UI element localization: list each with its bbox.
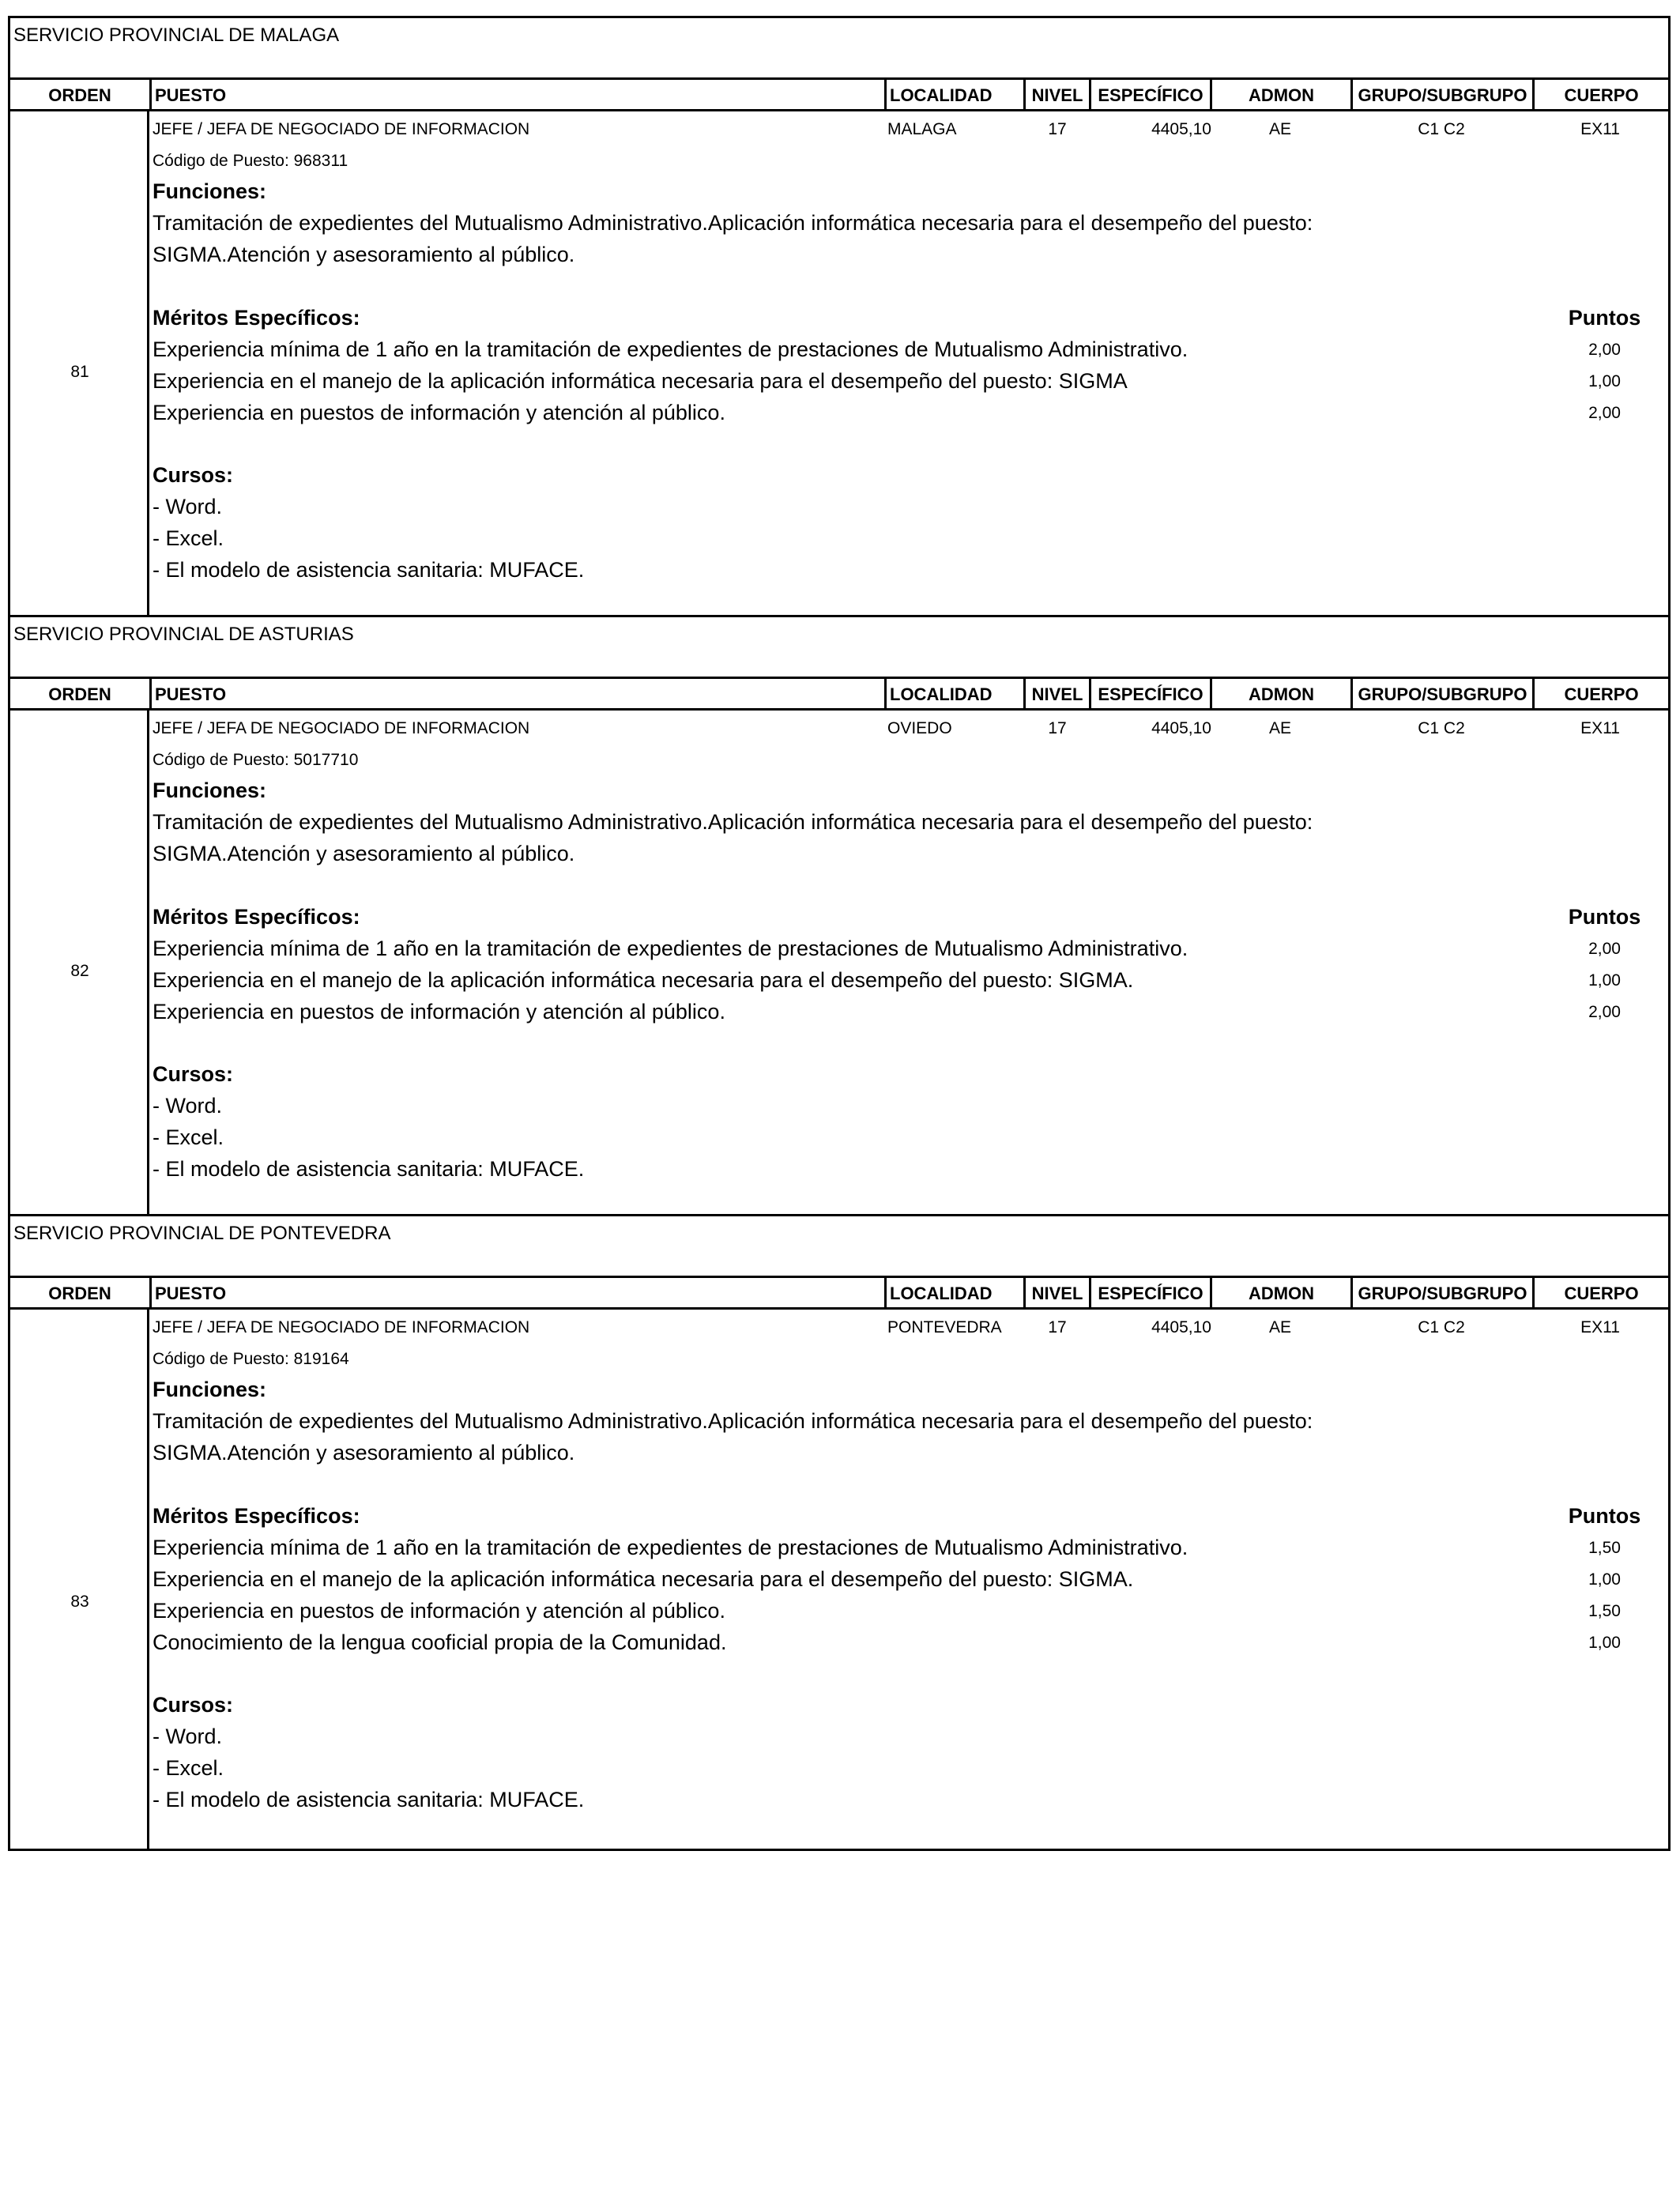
orden-value: 81 xyxy=(70,363,89,381)
merito-text: Experiencia en puestos de información y atención al público. xyxy=(153,1599,725,1623)
curso-item: - Word. xyxy=(153,495,223,518)
puesto-value: JEFE / JEFA DE NEGOCIADO DE INFORMACION xyxy=(153,120,530,138)
merito-puntos: 1,00 xyxy=(1588,372,1621,390)
especifico-value: 4405,10 xyxy=(1151,719,1211,737)
localidad-value: OVIEDO xyxy=(887,719,952,737)
orden-column xyxy=(10,1310,149,1849)
curso-item: - El modelo de asistencia sanitaria: MUFACE. xyxy=(153,1157,585,1181)
header-orden: ORDEN xyxy=(48,1284,111,1303)
header-orden: ORDEN xyxy=(48,85,111,105)
header-row xyxy=(10,1278,1668,1310)
service-block-pontevedra xyxy=(10,1214,1668,1849)
meritos-heading: Méritos Específicos: xyxy=(153,1504,360,1528)
especifico-value: 4405,10 xyxy=(1151,1318,1211,1336)
funciones-heading: Funciones: xyxy=(153,1378,267,1401)
nivel-value: 17 xyxy=(1048,120,1067,138)
header-nivel: NIVEL xyxy=(1023,1278,1089,1307)
curso-item: - Word. xyxy=(153,1094,223,1118)
merito-text: Conocimiento de la lengua cooficial propia de la Comunidad. xyxy=(153,1630,727,1654)
puntos-heading: Puntos xyxy=(1568,1504,1641,1528)
especifico-value: 4405,10 xyxy=(1151,120,1211,138)
service-title: SERVICIO PROVINCIAL DE MALAGA xyxy=(10,18,1668,80)
merito-puntos: 2,00 xyxy=(1588,940,1621,958)
admon-value: AE xyxy=(1268,1318,1291,1336)
curso-item: - El modelo de asistencia sanitaria: MUFACE. xyxy=(153,558,585,582)
service-block-malaga xyxy=(10,18,1668,615)
header-puesto: PUESTO xyxy=(149,679,884,708)
merito-puntos: 2,00 xyxy=(1588,341,1621,359)
merito-text: Experiencia en el manejo de la aplicación informática necesaria para el desempeño del puesto: SIGMA. xyxy=(153,1567,1134,1591)
service-block-asturias xyxy=(10,615,1668,1214)
admon-value: AE xyxy=(1268,719,1291,737)
orden-value: 82 xyxy=(70,962,89,980)
header-grupo: GRUPO/SUBGRUPO xyxy=(1350,1278,1532,1307)
header-orden: ORDEN xyxy=(48,684,111,704)
header-localidad: LOCALIDAD xyxy=(884,679,1023,708)
header-puesto: PUESTO xyxy=(149,1278,884,1307)
funciones-line: Tramitación de expedientes del Mutualismo Administrativo.Aplicación informática necesaria para el desempeño del puesto: xyxy=(153,211,1313,235)
grupo-value: C1 C2 xyxy=(1418,120,1465,138)
cursos-heading: Cursos: xyxy=(153,1693,234,1717)
localidad-value: PONTEVEDRA xyxy=(887,1318,1002,1336)
merito-puntos: 1,00 xyxy=(1588,971,1621,990)
header-row xyxy=(10,679,1668,711)
header-localidad: LOCALIDAD xyxy=(884,80,1023,109)
cursos-heading: Cursos: xyxy=(153,463,234,487)
merito-puntos: 1,50 xyxy=(1588,1539,1621,1557)
merito-puntos: 1,00 xyxy=(1588,1570,1621,1589)
codigo-puesto: Código de Puesto: 968311 xyxy=(153,152,348,170)
puesto-value: JEFE / JEFA DE NEGOCIADO DE INFORMACION xyxy=(153,719,530,737)
funciones-line: SIGMA.Atención y asesoramiento al público. xyxy=(153,842,575,865)
codigo-puesto: Código de Puesto: 5017710 xyxy=(153,751,359,769)
grupo-value: C1 C2 xyxy=(1418,719,1465,737)
merito-puntos: 2,00 xyxy=(1588,1003,1621,1021)
orden-value: 83 xyxy=(70,1593,89,1611)
merito-text: Experiencia mínima de 1 año en la tramitación de expedientes de prestaciones de Mutualismo Administrativo. xyxy=(153,337,1188,361)
funciones-heading: Funciones: xyxy=(153,778,267,802)
header-grupo: GRUPO/SUBGRUPO xyxy=(1350,679,1532,708)
funciones-line: Tramitación de expedientes del Mutualismo Administrativo.Aplicación informática necesaria para el desempeño del puesto: xyxy=(153,1409,1313,1433)
puntos-heading: Puntos xyxy=(1568,306,1641,330)
merito-text: Experiencia en el manejo de la aplicación informática necesaria para el desempeño del puesto: SIGMA xyxy=(153,369,1128,393)
puntos-heading: Puntos xyxy=(1568,905,1641,929)
header-row xyxy=(10,80,1668,111)
puesto-value: JEFE / JEFA DE NEGOCIADO DE INFORMACION xyxy=(153,1318,530,1336)
orden-column xyxy=(10,111,149,615)
merito-text: Experiencia en puestos de información y atención al público. xyxy=(153,1000,725,1023)
header-especifico: ESPECÍFICO xyxy=(1089,1278,1210,1307)
document-table xyxy=(8,16,1671,1851)
merito-text: Experiencia mínima de 1 año en la tramitación de expedientes de prestaciones de Mutualismo Administrativo. xyxy=(153,937,1188,960)
header-admon: ADMON xyxy=(1210,1278,1350,1307)
meritos-heading: Méritos Específicos: xyxy=(153,905,360,929)
header-cuerpo: CUERPO xyxy=(1532,679,1668,708)
merito-puntos: 1,00 xyxy=(1588,1634,1621,1652)
header-cuerpo: CUERPO xyxy=(1532,80,1668,109)
merito-text: Experiencia en puestos de información y atención al público. xyxy=(153,401,725,424)
merito-puntos: 2,00 xyxy=(1588,404,1621,422)
header-cuerpo: CUERPO xyxy=(1532,1278,1668,1307)
merito-text: Experiencia mínima de 1 año en la tramitación de expedientes de prestaciones de Mutualismo Administrativo. xyxy=(153,1536,1188,1559)
header-nivel: NIVEL xyxy=(1023,80,1089,109)
funciones-line: Tramitación de expedientes del Mutualismo Administrativo.Aplicación informática necesaria para el desempeño del puesto: xyxy=(153,810,1313,834)
header-grupo: GRUPO/SUBGRUPO xyxy=(1350,80,1532,109)
header-admon: ADMON xyxy=(1210,80,1350,109)
header-especifico: ESPECÍFICO xyxy=(1089,679,1210,708)
orden-column xyxy=(10,711,149,1214)
funciones-line: SIGMA.Atención y asesoramiento al público. xyxy=(153,243,575,266)
header-admon: ADMON xyxy=(1210,679,1350,708)
curso-item: - Word. xyxy=(153,1725,223,1748)
header-puesto: PUESTO xyxy=(149,80,884,109)
cuerpo-value: EX11 xyxy=(1580,719,1620,737)
curso-item: - Excel. xyxy=(153,1756,224,1780)
meritos-heading: Méritos Específicos: xyxy=(153,306,360,330)
service-title: SERVICIO PROVINCIAL DE ASTURIAS xyxy=(10,617,1668,679)
grupo-value: C1 C2 xyxy=(1418,1318,1465,1336)
codigo-puesto: Código de Puesto: 819164 xyxy=(153,1350,349,1368)
curso-item: - Excel. xyxy=(153,526,224,550)
admon-value: AE xyxy=(1268,120,1291,138)
service-title: SERVICIO PROVINCIAL DE PONTEVEDRA xyxy=(10,1216,1668,1278)
curso-item: - El modelo de asistencia sanitaria: MUFACE. xyxy=(153,1788,585,1811)
localidad-value: MALAGA xyxy=(887,120,957,138)
cursos-heading: Cursos: xyxy=(153,1062,234,1086)
header-nivel: NIVEL xyxy=(1023,679,1089,708)
nivel-value: 17 xyxy=(1048,1318,1067,1336)
cuerpo-value: EX11 xyxy=(1580,1318,1620,1336)
header-especifico: ESPECÍFICO xyxy=(1089,80,1210,109)
header-localidad: LOCALIDAD xyxy=(884,1278,1023,1307)
funciones-line: SIGMA.Atención y asesoramiento al público. xyxy=(153,1441,575,1465)
curso-item: - Excel. xyxy=(153,1125,224,1149)
merito-text: Experiencia en el manejo de la aplicación informática necesaria para el desempeño del puesto: SIGMA. xyxy=(153,968,1134,992)
nivel-value: 17 xyxy=(1048,719,1067,737)
cuerpo-value: EX11 xyxy=(1580,120,1620,138)
funciones-heading: Funciones: xyxy=(153,179,267,203)
merito-puntos: 1,50 xyxy=(1588,1602,1621,1620)
